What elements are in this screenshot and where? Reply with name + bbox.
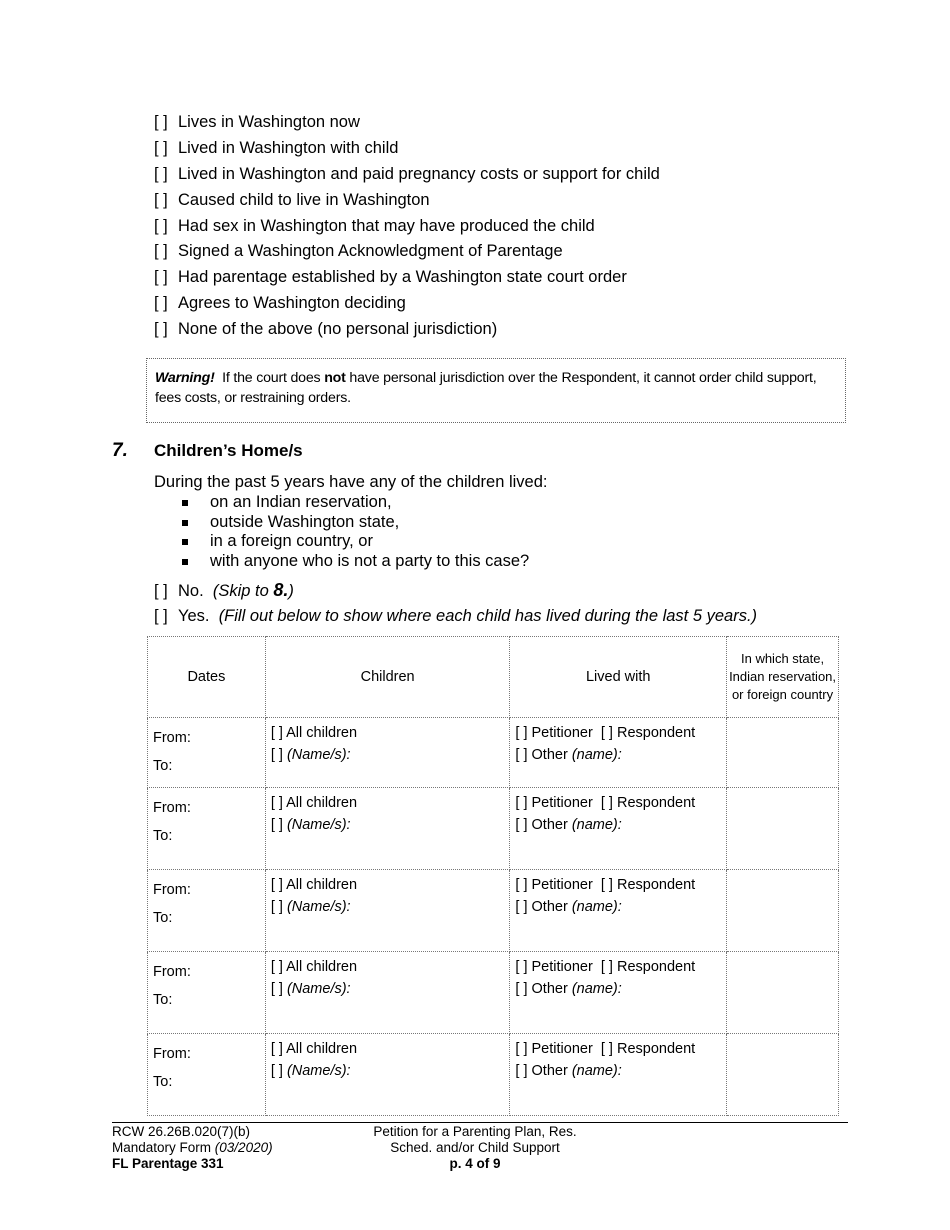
header-location: In which state, Indian reservation, or foreign country bbox=[727, 637, 839, 718]
option-no[interactable]: [ ] No. (Skip to 8.) bbox=[154, 580, 294, 600]
checkbox[interactable]: [ ] bbox=[270, 795, 283, 811]
table-row bbox=[148, 788, 839, 870]
checkbox[interactable]: [ ] bbox=[270, 1063, 283, 1079]
dates-cell[interactable]: From: To: bbox=[148, 1034, 266, 1116]
option-yes[interactable]: [ ] Yes. (Fill out below to show where each child has lived during the last 5 years.) bbox=[154, 607, 758, 625]
checkbox[interactable]: [ ] bbox=[270, 877, 283, 893]
checkbox[interactable]: [ ] bbox=[154, 582, 168, 600]
table-header-row bbox=[148, 637, 839, 718]
footer-divider bbox=[112, 1122, 848, 1123]
checkbox[interactable]: [ ] bbox=[515, 899, 528, 915]
footer-center bbox=[340, 1124, 610, 1172]
footer-rcw: RCW 26.26B.020(7)(b) bbox=[112, 1124, 251, 1139]
header-dates: Dates bbox=[148, 637, 266, 718]
warning-label: Warning! bbox=[155, 370, 215, 386]
lived-with-cell: [ ] Petitioner [ ] Respondent [ ] Other (name): bbox=[510, 788, 727, 870]
checkbox[interactable]: [ ] bbox=[154, 190, 168, 209]
jurisdiction-option[interactable]: [ ] None of the above (no personal jurisdiction) bbox=[154, 320, 498, 339]
table-row bbox=[148, 1034, 839, 1116]
bullet-item: with anyone who is not a party to this case? bbox=[178, 552, 529, 572]
checkbox[interactable]: [ ] bbox=[154, 138, 168, 157]
jurisdiction-option[interactable]: [ ] Lived in Washington and paid pregnancy costs or support for child bbox=[154, 164, 660, 183]
jurisdiction-option[interactable]: [ ] Signed a Washington Acknowledgment of Parentage bbox=[154, 242, 563, 261]
checkbox[interactable]: [ ] bbox=[515, 795, 528, 811]
checkbox[interactable]: [ ] bbox=[515, 725, 528, 741]
checkbox[interactable]: [ ] bbox=[154, 216, 168, 235]
checkbox[interactable]: [ ] bbox=[515, 981, 528, 997]
lived-with-cell: [ ] Petitioner [ ] Respondent [ ] Other (name): bbox=[510, 1034, 727, 1116]
children-cell: [ ] All children [ ] (Name/s): bbox=[265, 1034, 510, 1116]
footer-left bbox=[112, 1124, 273, 1172]
checkbox[interactable]: [ ] bbox=[515, 959, 528, 975]
location-cell[interactable] bbox=[727, 952, 839, 1034]
warning-text-after: have personal jurisdiction over the Respondent, it cannot order child support, fees costs, or restraining orders. bbox=[155, 370, 817, 406]
jurisdiction-option[interactable]: [ ] Lived in Washington with child bbox=[154, 138, 399, 157]
checkbox[interactable]: [ ] bbox=[600, 795, 613, 811]
checkbox[interactable]: [ ] bbox=[154, 294, 168, 313]
children-cell: [ ] All children [ ] (Name/s): bbox=[265, 952, 510, 1034]
location-cell[interactable] bbox=[727, 1034, 839, 1116]
checkbox[interactable]: [ ] bbox=[270, 899, 283, 915]
section-title: Children’s Home/s bbox=[154, 441, 303, 460]
dates-cell[interactable]: From: To: bbox=[148, 788, 266, 870]
checkbox[interactable]: [ ] bbox=[515, 1041, 528, 1057]
residence-bullets bbox=[178, 493, 529, 572]
checkbox[interactable]: [ ] bbox=[154, 113, 168, 131]
checkbox[interactable]: [ ] bbox=[270, 725, 283, 741]
children-cell: [ ] All children [ ] (Name/s): bbox=[265, 718, 510, 788]
warning-text-before: If the court does bbox=[222, 370, 321, 386]
location-cell[interactable] bbox=[727, 718, 839, 788]
footer-title-line1: Petition for a Parenting Plan, Res. bbox=[373, 1124, 577, 1139]
table-row bbox=[148, 952, 839, 1034]
footer-page: p. 4 of 9 bbox=[449, 1156, 501, 1171]
jurisdiction-option[interactable]: [ ] Agrees to Washington deciding bbox=[154, 294, 406, 313]
checkbox[interactable]: [ ] bbox=[600, 1041, 613, 1057]
bullet-item: on an Indian reservation, bbox=[178, 493, 529, 513]
checkbox[interactable]: [ ] bbox=[270, 817, 283, 833]
location-cell[interactable] bbox=[727, 788, 839, 870]
checkbox[interactable]: [ ] bbox=[600, 725, 613, 741]
checkbox[interactable]: [ ] bbox=[515, 877, 528, 893]
checkbox[interactable]: [ ] bbox=[154, 320, 168, 339]
jurisdiction-option[interactable]: [ ] Caused child to live in Washington bbox=[154, 190, 430, 209]
children-cell: [ ] All children [ ] (Name/s): bbox=[265, 788, 510, 870]
children-cell: [ ] All children [ ] (Name/s): bbox=[265, 870, 510, 952]
location-cell[interactable] bbox=[727, 870, 839, 952]
checkbox[interactable]: [ ] bbox=[270, 981, 283, 997]
table-row bbox=[148, 870, 839, 952]
dates-cell[interactable]: From: To: bbox=[148, 718, 266, 788]
checkbox[interactable]: [ ] bbox=[515, 1063, 528, 1079]
checkbox[interactable]: [ ] bbox=[270, 1041, 283, 1057]
checkbox[interactable]: [ ] bbox=[270, 747, 283, 763]
bullet-item: outside Washington state, bbox=[178, 513, 529, 533]
homes-table bbox=[147, 636, 839, 1116]
dates-cell[interactable]: From: To: bbox=[148, 952, 266, 1034]
table-row bbox=[148, 718, 839, 788]
jurisdiction-option[interactable]: [ ] Had parentage established by a Washington state court order bbox=[154, 268, 627, 287]
jurisdiction-checklist bbox=[154, 111, 660, 344]
lived-with-cell: [ ] Petitioner [ ] Respondent [ ] Other (name): bbox=[510, 870, 727, 952]
jurisdiction-option[interactable]: [ ] Lives in Washington now bbox=[154, 113, 360, 131]
dates-cell[interactable]: From: To: bbox=[148, 870, 266, 952]
checkbox[interactable]: [ ] bbox=[154, 607, 168, 625]
lived-with-cell: [ ] Petitioner [ ] Respondent [ ] Other (name): bbox=[510, 952, 727, 1034]
header-lived-with: Lived with bbox=[510, 637, 727, 718]
section-intro: During the past 5 years have any of the children lived: bbox=[154, 473, 548, 491]
warning-box bbox=[146, 358, 846, 423]
skip-section-number: 8. bbox=[273, 580, 289, 600]
warning-emphasis: not bbox=[324, 370, 346, 386]
checkbox[interactable]: [ ] bbox=[600, 959, 613, 975]
checkbox[interactable]: [ ] bbox=[600, 877, 613, 893]
checkbox[interactable]: [ ] bbox=[515, 817, 528, 833]
lived-with-cell: [ ] Petitioner [ ] Respondent [ ] Other (name): bbox=[510, 718, 727, 788]
checkbox[interactable]: [ ] bbox=[154, 268, 168, 287]
jurisdiction-option[interactable]: [ ] Had sex in Washington that may have produced the child bbox=[154, 216, 595, 235]
bullet-item: in a foreign country, or bbox=[178, 532, 529, 552]
footer-mandatory: Mandatory Form (03/2020) bbox=[112, 1140, 273, 1155]
footer-title-line2: Sched. and/or Child Support bbox=[390, 1140, 560, 1155]
checkbox[interactable]: [ ] bbox=[154, 242, 168, 261]
header-children: Children bbox=[265, 637, 510, 718]
checkbox[interactable]: [ ] bbox=[515, 747, 528, 763]
section-number: 7. bbox=[112, 440, 128, 461]
checkbox[interactable]: [ ] bbox=[270, 959, 283, 975]
checkbox[interactable]: [ ] bbox=[154, 164, 168, 183]
footer-form-id: FL Parentage 331 bbox=[112, 1156, 224, 1171]
